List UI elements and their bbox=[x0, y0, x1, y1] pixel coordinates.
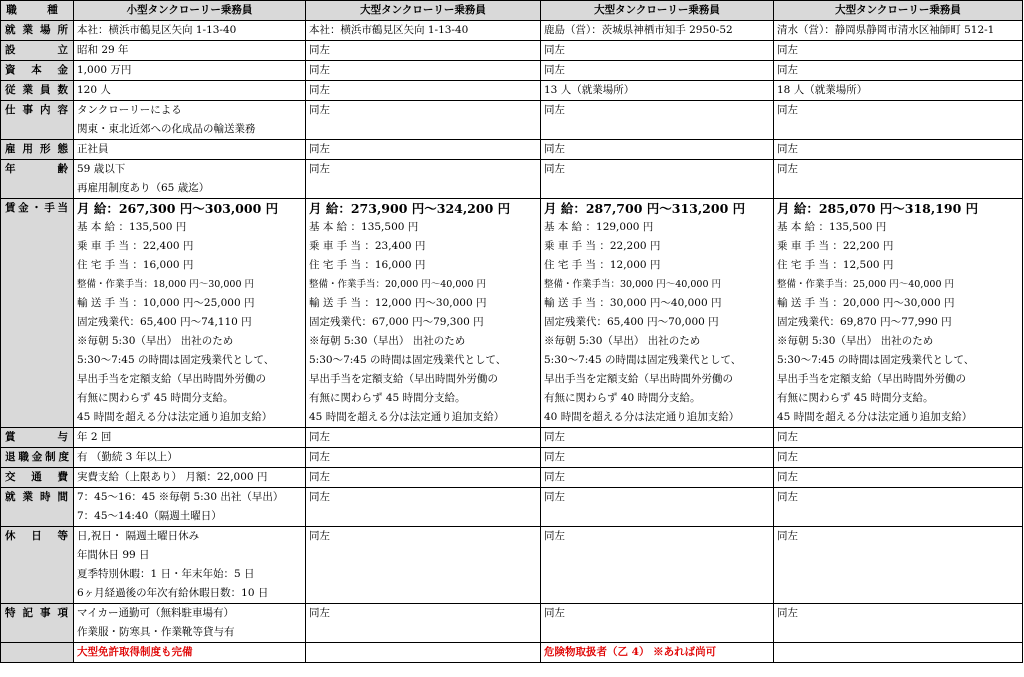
wage-col1-line-1: 月 給：267,300 円～303,000 円 bbox=[77, 201, 279, 216]
license-support-note: 大型免許取得制度も完備 bbox=[77, 646, 193, 658]
holidays-line-3: 夏季特別休暇：1 日・年末年始：5 日 bbox=[77, 568, 255, 580]
wage-col2-line-11: 有無に関わらず 45 時間分支給。 bbox=[309, 392, 466, 404]
row-employees bbox=[1, 81, 1023, 101]
cell-hours-3: 同左 bbox=[541, 488, 774, 527]
wage-col4-line-2: 基 本 給 ：135,500 円 bbox=[777, 221, 887, 233]
cell-notes-3: 同左 bbox=[541, 604, 774, 643]
cell-holidays-3: 同左 bbox=[541, 527, 774, 604]
cell-capital-1: 1,000 万円 bbox=[74, 61, 306, 81]
hazmat-license-note: 危険物取扱者（乙 4） ※あれば尚可 bbox=[544, 646, 717, 658]
cell-age-2: 同左 bbox=[306, 160, 541, 199]
cell-bonus-2: 同左 bbox=[306, 428, 541, 448]
cell-capital-3: 同左 bbox=[541, 61, 774, 81]
cell-employees-2: 同左 bbox=[306, 81, 541, 101]
hours-line-2: 7：45～14:40（隔週土曜日） bbox=[77, 510, 222, 522]
wage-col4-line-1: 月 給：285,070 円～318,190 円 bbox=[777, 201, 979, 216]
cell-retirement-2: 同左 bbox=[306, 448, 541, 468]
wage-col2-line-9: 5:30～7:45 の時間は固定残業代として、 bbox=[309, 354, 507, 366]
wage-col4-line-7: 固定残業代：69,870 円～77,990 円 bbox=[777, 316, 952, 328]
cell-location-1: 本社：横浜市鶴見区矢向 1-13-40 bbox=[74, 21, 306, 41]
cell-extra-4 bbox=[774, 643, 1023, 663]
label-job: 仕事内容 bbox=[1, 101, 74, 140]
cell-job-4: 同左 bbox=[774, 101, 1023, 140]
label-employment: 雇用形態 bbox=[1, 140, 74, 160]
wage-col1-line-11: 有無に関わらず 45 時間分支給。 bbox=[77, 392, 234, 404]
cell-extra-3 bbox=[541, 643, 774, 663]
wage-col4-line-8: ※毎朝 5:30（早出） 出社のため bbox=[777, 335, 934, 347]
wage-col4-line-12: 45 時間を超える分は法定通り追加支給） bbox=[777, 411, 973, 423]
row-location bbox=[1, 21, 1023, 41]
cell-bonus-1: 年 2 回 bbox=[74, 428, 306, 448]
holidays-line-4: 6ヶ月経過後の年次有給休暇日数：10 日 bbox=[77, 587, 269, 599]
cell-transport-2: 同左 bbox=[306, 468, 541, 488]
cell-age-4: 同左 bbox=[774, 160, 1023, 199]
hours-line-1: 7：45～16：45 ※毎朝 5:30 出社（早出） bbox=[77, 491, 284, 503]
label-transport: 交通費 bbox=[1, 468, 74, 488]
wage-col3-line-7: 固定残業代：65,400 円～70,000 円 bbox=[544, 316, 719, 328]
cell-notes-2: 同左 bbox=[306, 604, 541, 643]
header-col3: 大型タンクローリー乗務員 bbox=[541, 1, 774, 21]
wage-col1-line-12: 45 時間を超える分は法定通り追加支給） bbox=[77, 411, 273, 423]
cell-established-4: 同左 bbox=[774, 41, 1023, 61]
wage-col4-line-5: 整備・作業手当：25,000 円～40,000 円 bbox=[777, 279, 955, 290]
header-col4: 大型タンクローリー乗務員 bbox=[774, 1, 1023, 21]
wage-col3-line-1: 月 給：287,700 円～313,200 円 bbox=[544, 201, 746, 216]
cell-retirement-1: 有 （勤続 3 年以上） bbox=[74, 448, 306, 468]
row-extra bbox=[1, 643, 1023, 663]
wage-col4-line-11: 有無に関わらず 45 時間分支給。 bbox=[777, 392, 934, 404]
holidays-line-1: 日,祝日・ 隔週土曜日休み bbox=[77, 530, 200, 542]
cell-established-3: 同左 bbox=[541, 41, 774, 61]
cell-notes-4: 同左 bbox=[774, 604, 1023, 643]
holidays-line-2: 年間休日 99 日 bbox=[77, 549, 150, 561]
wage-col1-line-10: 早出手当を定額支給（早出時間外労働の bbox=[77, 373, 266, 385]
wage-col1-line-8: ※毎朝 5:30（早出） 出社のため bbox=[77, 335, 234, 347]
wage-col4-line-3: 乗 車 手 当 ：22,200 円 bbox=[777, 240, 894, 252]
wage-col3-line-5: 整備・作業手当：30,000 円～40,000 円 bbox=[544, 279, 722, 290]
cell-location-3: 鹿島（営）：茨城県神栖市知手 2950-52 bbox=[541, 21, 774, 41]
row-transport bbox=[1, 468, 1023, 488]
cell-holidays-4: 同左 bbox=[774, 527, 1023, 604]
cell-job-2: 同左 bbox=[306, 101, 541, 140]
cell-retirement-4: 同左 bbox=[774, 448, 1023, 468]
label-employees: 従業員数 bbox=[1, 81, 74, 101]
label-hours: 就業時間 bbox=[1, 488, 74, 527]
wage-col3-line-3: 乗 車 手 当 ：22,200 円 bbox=[544, 240, 661, 252]
cell-bonus-3: 同左 bbox=[541, 428, 774, 448]
cell-employment-2: 同左 bbox=[306, 140, 541, 160]
wage-col1-line-3: 乗 車 手 当 ：22,400 円 bbox=[77, 240, 194, 252]
wage-col2-line-4: 住 宅 手 当 ：16,000 円 bbox=[309, 259, 426, 271]
wage-col2-line-5: 整備・作業手当：20,000 円～40,000 円 bbox=[309, 279, 487, 290]
label-bonus: 賞 与 bbox=[1, 428, 74, 448]
wage-col4-line-10: 早出手当を定額支給（早出時間外労働の bbox=[777, 373, 966, 385]
label-notes: 特記事項 bbox=[1, 604, 74, 643]
wage-col2-line-1: 月 給：273,900 円～324,200 円 bbox=[309, 201, 511, 216]
wage-col3-line-9: 5:30～7:45 の時間は固定残業代として、 bbox=[544, 354, 742, 366]
cell-holidays-1 bbox=[74, 527, 306, 604]
header-col1: 小型タンクローリー乗務員 bbox=[74, 1, 306, 21]
cell-wage-4 bbox=[774, 199, 1023, 428]
cell-job-1 bbox=[74, 101, 306, 140]
cell-job-3: 同左 bbox=[541, 101, 774, 140]
row-notes bbox=[1, 604, 1023, 643]
label-capital: 資本金 bbox=[1, 61, 74, 81]
row-hours bbox=[1, 488, 1023, 527]
cell-extra-2 bbox=[306, 643, 541, 663]
cell-hours-4: 同左 bbox=[774, 488, 1023, 527]
header-row bbox=[1, 1, 1023, 21]
label-retirement: 退職金制度 bbox=[1, 448, 74, 468]
age-line-2: 再雇用制度あり（65 歳迄） bbox=[77, 182, 210, 194]
cell-employment-1: 正社員 bbox=[74, 140, 306, 160]
row-holidays bbox=[1, 527, 1023, 604]
wage-col2-line-6: 輸 送 手 当 ：12,000 円～30,000 円 bbox=[309, 297, 487, 309]
wage-col3-line-12: 40 時間を超える分は法定通り追加支給） bbox=[544, 411, 740, 423]
cell-established-2: 同左 bbox=[306, 41, 541, 61]
wage-col2-line-12: 45 時間を超える分は法定通り追加支給） bbox=[309, 411, 505, 423]
wage-col3-line-4: 住 宅 手 当 ：12,000 円 bbox=[544, 259, 661, 271]
cell-extra-1 bbox=[74, 643, 306, 663]
cell-wage-3 bbox=[541, 199, 774, 428]
cell-employees-3: 13 人（就業場所） bbox=[541, 81, 774, 101]
cell-employees-1: 120 人 bbox=[74, 81, 306, 101]
cell-transport-3: 同左 bbox=[541, 468, 774, 488]
cell-retirement-3: 同左 bbox=[541, 448, 774, 468]
wage-col2-line-8: ※毎朝 5:30（早出） 出社のため bbox=[309, 335, 466, 347]
cell-transport-4: 同左 bbox=[774, 468, 1023, 488]
label-established: 設 立 bbox=[1, 41, 74, 61]
wage-col3-line-11: 有無に関わらず 40 時間分支給。 bbox=[544, 392, 701, 404]
wage-col1-line-7: 固定残業代：65,400 円～74,110 円 bbox=[77, 316, 252, 328]
wage-col2-line-2: 基 本 給 ：135,500 円 bbox=[309, 221, 419, 233]
wage-col3-line-10: 早出手当を定額支給（早出時間外労働の bbox=[544, 373, 733, 385]
wage-col2-line-10: 早出手当を定額支給（早出時間外労働の bbox=[309, 373, 498, 385]
cell-holidays-2: 同左 bbox=[306, 527, 541, 604]
notes-line-2: 作業服・防寒具・作業靴等貸与有 bbox=[77, 626, 235, 638]
row-wage bbox=[1, 199, 1023, 428]
cell-hours-1 bbox=[74, 488, 306, 527]
cell-established-1: 昭和 29 年 bbox=[74, 41, 306, 61]
wage-col4-line-6: 輸 送 手 当 ：20,000 円～30,000 円 bbox=[777, 297, 955, 309]
cell-age-3: 同左 bbox=[541, 160, 774, 199]
job-line-1: タンクローリーによる bbox=[77, 104, 182, 116]
row-capital bbox=[1, 61, 1023, 81]
label-wage: 賃金・手当 bbox=[1, 199, 74, 428]
wage-col3-line-6: 輸 送 手 当 ：30,000 円～40,000 円 bbox=[544, 297, 722, 309]
cell-capital-2: 同左 bbox=[306, 61, 541, 81]
cell-wage-1 bbox=[74, 199, 306, 428]
cell-wage-2 bbox=[306, 199, 541, 428]
cell-employees-4: 18 人（就業場所） bbox=[774, 81, 1023, 101]
age-line-1: 59 歳以下 bbox=[77, 163, 126, 175]
cell-capital-4: 同左 bbox=[774, 61, 1023, 81]
notes-line-1: マイカー通勤可（無料駐車場有） bbox=[77, 607, 234, 619]
label-holidays: 休日等 bbox=[1, 527, 74, 604]
wage-col1-line-6: 輸 送 手 当 ：10,000 円～25,000 円 bbox=[77, 297, 255, 309]
wage-col3-line-8: ※毎朝 5:30（早出） 出社のため bbox=[544, 335, 701, 347]
cell-transport-1: 実費支給（上限あり） 月額：22,000 円 bbox=[74, 468, 306, 488]
cell-employment-4: 同左 bbox=[774, 140, 1023, 160]
wage-col2-line-3: 乗 車 手 当 ：23,400 円 bbox=[309, 240, 426, 252]
row-job bbox=[1, 101, 1023, 140]
row-retirement bbox=[1, 448, 1023, 468]
wage-col4-line-4: 住 宅 手 当 ：12,500 円 bbox=[777, 259, 894, 271]
cell-age-1 bbox=[74, 160, 306, 199]
row-established bbox=[1, 41, 1023, 61]
job-line-2: 関東・東北近郊への化成品の輸送業務 bbox=[77, 123, 256, 135]
wage-col1-line-2: 基 本 給 ：135,500 円 bbox=[77, 221, 187, 233]
wage-col3-line-2: 基 本 給 ：129,000 円 bbox=[544, 221, 654, 233]
wage-col1-line-4: 住 宅 手 当 ：16,000 円 bbox=[77, 259, 194, 271]
wage-col2-line-7: 固定残業代：67,000 円～79,300 円 bbox=[309, 316, 484, 328]
cell-employment-3: 同左 bbox=[541, 140, 774, 160]
label-extra bbox=[1, 643, 74, 663]
row-age bbox=[1, 160, 1023, 199]
header-col2: 大型タンクローリー乗務員 bbox=[306, 1, 541, 21]
cell-location-2: 本社：横浜市鶴見区矢向 1-13-40 bbox=[306, 21, 541, 41]
cell-notes-1 bbox=[74, 604, 306, 643]
cell-bonus-4: 同左 bbox=[774, 428, 1023, 448]
cell-location-4: 清水（営）：静岡県静岡市清水区袖師町 512-1 bbox=[774, 21, 1023, 41]
wage-col4-line-9: 5:30～7:45 の時間は固定残業代として、 bbox=[777, 354, 975, 366]
label-age: 年 齢 bbox=[1, 160, 74, 199]
wage-col1-line-9: 5:30～7:45 の時間は固定残業代として、 bbox=[77, 354, 275, 366]
header-label: 職 種 bbox=[1, 1, 74, 21]
cell-hours-2: 同左 bbox=[306, 488, 541, 527]
row-employment bbox=[1, 140, 1023, 160]
label-location: 就業場所 bbox=[1, 21, 74, 41]
row-bonus bbox=[1, 428, 1023, 448]
wage-col1-line-5: 整備・作業手当：18,000 円～30,000 円 bbox=[77, 279, 255, 290]
